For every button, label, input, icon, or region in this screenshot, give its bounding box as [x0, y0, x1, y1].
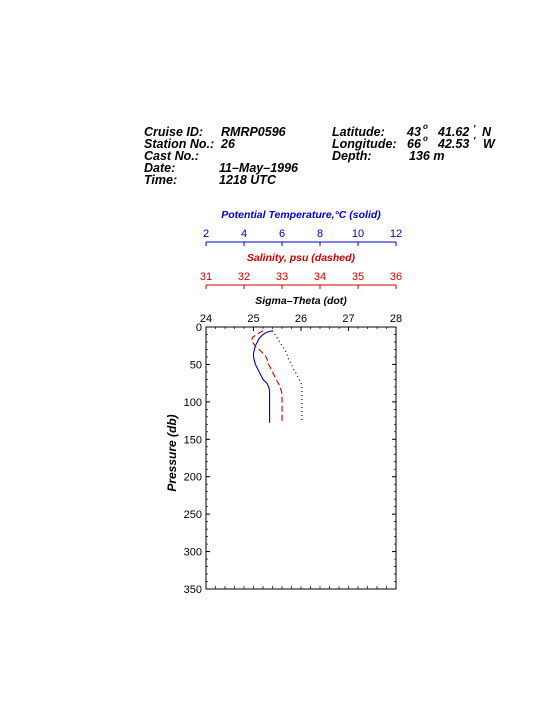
salinity-axis	[200, 252, 402, 289]
station-value: 26	[221, 137, 235, 151]
longitude-hemisphere: W	[483, 137, 495, 151]
cast-label: Cast No.:	[144, 149, 199, 163]
temperature-axis	[203, 209, 402, 246]
pressure-tick-label: 250	[183, 509, 202, 522]
longitude-label: Longitude:	[332, 137, 397, 151]
salinity-tick-label: 35	[351, 271, 365, 283]
pressure-tick-label: 300	[183, 546, 202, 559]
temperature-profile-line	[254, 331, 273, 423]
temperature-tick-label: 10	[351, 228, 365, 240]
salinity-tick-label: 32	[237, 271, 251, 283]
pressure-axis-title: Pressure (db)	[165, 414, 179, 492]
cruise-id-value: RMRP0596	[221, 125, 286, 139]
depth-label: Depth:	[332, 149, 372, 163]
sigma-axis	[200, 295, 402, 331]
longitude-minute-symbol: '	[473, 136, 476, 147]
latitude-degree-symbol: o	[423, 122, 428, 131]
date-value: 11–May–1996	[219, 161, 299, 175]
sigma-tick-label: 26	[294, 313, 308, 325]
temperature-tick-label: 6	[278, 228, 286, 240]
salinity-tick-label: 36	[389, 271, 403, 283]
sigma-profile-line	[273, 331, 302, 423]
longitude-degree-symbol: o	[423, 134, 428, 143]
salinity-tick-label: 34	[313, 271, 327, 283]
sigma-tick-label: 25	[247, 313, 260, 325]
longitude-degrees: 66	[407, 137, 421, 151]
sigma-tick-label: 27	[342, 313, 355, 325]
latitude-label: Latitude:	[332, 125, 385, 139]
latitude-minute-symbol: '	[473, 124, 476, 135]
salinity-tick-label: 33	[275, 271, 289, 283]
salinity-axis-title: Salinity, psu (dashed)	[246, 252, 356, 264]
date-label: Date:	[144, 161, 176, 175]
plot-frame	[206, 327, 396, 589]
station-label: Station No.:	[144, 137, 215, 151]
pressure-tick-label: 50	[189, 359, 202, 372]
temperature-axis-title: Potential Temperature,°C (solid)	[221, 209, 381, 221]
pressure-tick-label: 100	[183, 396, 202, 409]
pressure-axis	[165, 322, 396, 596]
longitude-minutes: 42.53	[438, 137, 470, 151]
latitude-minutes: 41.62	[438, 125, 470, 139]
time-label: Time:	[144, 173, 178, 187]
temperature-tick-label: 8	[316, 228, 324, 240]
depth-value: 136 m	[409, 149, 445, 163]
sigma-axis-title: Sigma–Theta (dot)	[255, 295, 347, 307]
pressure-tick-label: 350	[183, 584, 202, 596]
pressure-tick-label: 200	[183, 471, 202, 484]
latitude-degrees: 43	[407, 125, 421, 139]
time-value: 1218 UTC	[219, 173, 276, 187]
temperature-tick-label: 4	[240, 228, 248, 240]
pressure-tick-label: 0	[195, 322, 202, 334]
temperature-tick-label: 2	[202, 228, 210, 240]
temperature-tick-label: 12	[389, 228, 403, 240]
sigma-tick-label: 28	[389, 313, 403, 325]
latitude-hemisphere: N	[482, 125, 492, 139]
sigma-tick-label: 24	[199, 313, 213, 325]
pressure-tick-label: 150	[183, 434, 202, 447]
salinity-tick-label: 31	[199, 271, 213, 283]
cruise-id-label: Cruise ID:	[144, 125, 204, 139]
